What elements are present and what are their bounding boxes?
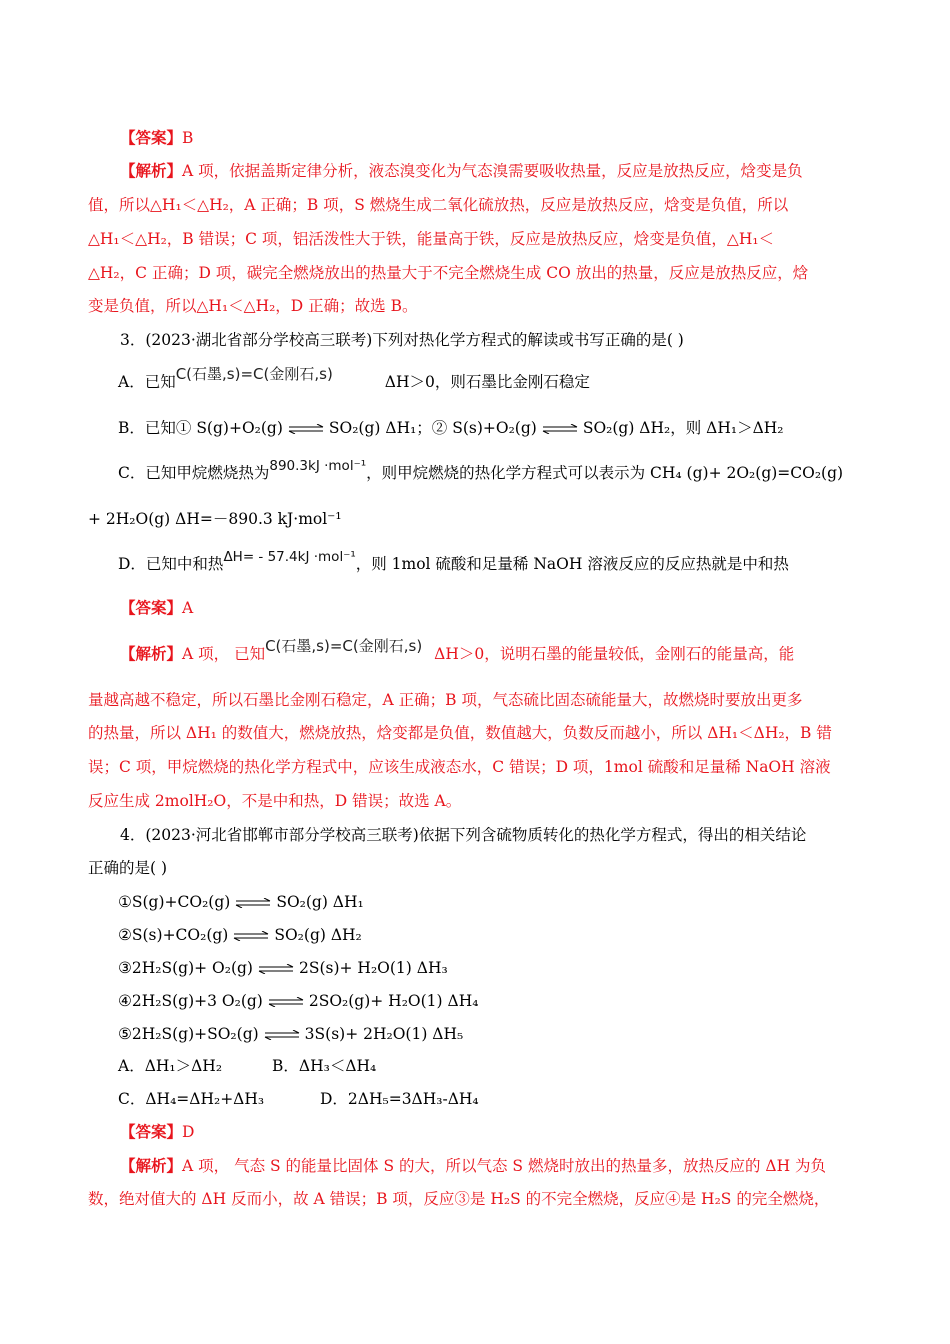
equation-left: ③2H₂S(g)+ O₂(g) [118, 959, 253, 977]
q4-equation-5 [118, 1024, 894, 1044]
q3-analysis-line-4: 误；C 项，甲烷燃烧的热化学方程式中，应该生成液态水，C 错误；D 项，1mol 硫酸和足量稀 NaOH 溶液 [88, 758, 831, 776]
equation-image: C(石墨,s)=C(金刚石,s) [175, 365, 333, 383]
q4-option-a: A．ΔH₁＞ΔH₂ [118, 1057, 223, 1075]
q3-option-c [118, 458, 894, 484]
q4-answer [120, 1122, 896, 1142]
analysis-text: A 项， 气态 S 的能量比固体 S 的大，所以气态 S 燃烧时放出的热量多，放热反应的 ΔH 为负 [182, 1157, 827, 1175]
q4-stem-line-2: 正确的是( ) [88, 859, 168, 877]
option-text: ，则甲烷燃烧的热化学方程式可以表示为 CH₄ (g)+ 2O₂(g)=CO₂(g) [366, 464, 844, 482]
equilibrium-arrow-icon [541, 424, 579, 434]
equilibrium-arrow-icon [257, 964, 295, 974]
equation-right: SO₂(g) ΔH₁ [276, 893, 364, 911]
equation-right: 3S(s)+ 2H₂O(1) ΔH₅ [304, 1025, 464, 1043]
equation-image: C(石墨,s)=C(金刚石,s) [265, 637, 423, 655]
q4-options-cd [118, 1089, 894, 1109]
equilibrium-arrow-icon [234, 898, 272, 908]
equation-right: 2SO₂(g)+ H₂O(1) ΔH₄ [308, 992, 479, 1010]
analysis-text: A 项，依据盖斯定律分析，液态溴变化为气态溴需要吸收热量，反应是放热反应，焓变是负 [182, 162, 803, 180]
q4-analysis-line-2: 数，绝对值大的 ΔH 反而小，故 A 错误；B 项，反应③是 H₂S 的不完全燃烧，反应④是 H₂S 的完全燃烧， [88, 1190, 830, 1208]
equilibrium-arrow-icon [263, 1030, 301, 1040]
q4-analysis-line-1 [120, 1156, 896, 1176]
equilibrium-arrow-icon [287, 424, 325, 434]
option-text: D．已知中和热 [118, 555, 224, 573]
answer-tag: 【答案】 [120, 1122, 183, 1141]
analysis-text: A 项， 已知 [182, 645, 266, 663]
q3-analysis-line-1 [120, 637, 896, 664]
option-text: ΔH＞0，则石墨比金刚石稳定 [384, 373, 590, 391]
q3-option-c-line-2: + 2H₂O(g) ΔH=－890.3 kJ·mol⁻¹ [88, 510, 342, 528]
option-text: SO₂(g) ΔH₁；② S(s)+O₂(g) [328, 419, 537, 437]
q4-equation-1 [118, 892, 894, 912]
q4-option-c: C．ΔH₄=ΔH₂+ΔH₃ [118, 1090, 265, 1108]
option-text: B．已知① S(g)+O₂(g) [118, 419, 283, 437]
equilibrium-arrow-icon [267, 997, 305, 1007]
q3-analysis-line-2: 量越高越不稳定，所以石墨比金刚石稳定，A 正确；B 项，气态硫比固态硫能量大，故燃烧时要放出更多 [88, 691, 803, 709]
q4-option-d: D．2ΔH₅=3ΔH₃-ΔH₄ [320, 1090, 479, 1108]
analysis-tag: 【解析】 [120, 161, 183, 180]
equilibrium-arrow-icon [232, 931, 270, 941]
q2-analysis-line-5: 变是负值，所以△H₁＜△H₂，D 正确；故选 B。 [88, 297, 418, 315]
q3-option-b [118, 418, 894, 438]
equation-image: ΔH= - 57.4kJ ·mol⁻¹ [223, 549, 356, 565]
equation-image: 890.3kJ ·mol⁻¹ [269, 458, 367, 474]
answer-tag: 【答案】 [120, 598, 183, 617]
q3-analysis-line-5: 反应生成 2molH₂O，不是中和热，D 错误；故选 A。 [88, 792, 462, 810]
q4-option-b: B．ΔH₃＜ΔH₄ [272, 1057, 377, 1075]
q2-analysis-line-3: △H₁＜△H₂，B 错误；C 项，铝活泼性大于铁，能量高于铁，反应是放热反应，焓变是负值，△H₁＜ [88, 230, 775, 248]
option-label: A．已知 [118, 373, 176, 391]
equation-right: SO₂(g) ΔH₂ [274, 926, 362, 944]
option-text: C．已知甲烷燃烧热为 [118, 464, 270, 482]
equation-left: ①S(g)+CO₂(g) [118, 893, 231, 911]
q2-analysis-line-2: 值，所以△H₁＜△H₂，A 正确；B 项，S 燃烧生成二氧化硫放热，反应是放热反应，焓变是负值，所以 [88, 196, 789, 214]
option-text: ，则 1mol 硫酸和足量稀 NaOH 溶液反应的反应热就是中和热 [355, 555, 789, 573]
q2-analysis-line-1 [120, 161, 896, 181]
option-text: SO₂(g) ΔH₂，则 ΔH₁＞ΔH₂ [582, 419, 784, 437]
q4-options-ab [118, 1056, 894, 1076]
analysis-text: ΔH＞0，说明石墨的能量较低，金刚石的能量高，能 [434, 645, 795, 663]
q4-equation-2 [118, 925, 894, 945]
q3-stem: 3．(2023·湖北省部分学校高三联考)下列对热化学方程式的解读或书写正确的是( ) [120, 331, 684, 349]
analysis-tag: 【解析】 [120, 1156, 183, 1175]
answer-value: A [182, 599, 194, 617]
q3-analysis-line-3: 的热量，所以 ΔH₁ 的数值大，燃烧放热，焓变都是负值，数值越大，负数反而越小，所以 ΔH₁＜ΔH₂，B 错 [88, 724, 832, 742]
equation-left: ④2H₂S(g)+3 O₂(g) [118, 992, 263, 1010]
answer-value: B [182, 129, 194, 147]
answer-tag: 【答案】 [120, 128, 183, 147]
q4-equation-3 [118, 958, 894, 978]
q4-equation-4 [118, 991, 894, 1011]
q3-option-a [118, 365, 894, 392]
equation-left: ⑤2H₂S(g)+SO₂(g) [118, 1025, 259, 1043]
q2-analysis-line-4: △H₂，C 正确；D 项，碳完全燃烧放出的热量大于不完全燃烧生成 CO 放出的热量，反应是放热反应，焓 [88, 264, 809, 282]
q4-stem-line-1: 4．(2023·河北省邯郸市部分学校高三联考)依据下列含硫物质转化的热化学方程式，得出的相关结论 [120, 826, 807, 844]
q3-option-d [118, 549, 894, 575]
answer-value: D [182, 1123, 195, 1141]
q3-answer [120, 598, 896, 618]
q2-answer [120, 128, 896, 148]
equation-left: ②S(s)+CO₂(g) [118, 926, 229, 944]
analysis-tag: 【解析】 [120, 644, 183, 663]
equation-right: 2S(s)+ H₂O(1) ΔH₃ [298, 959, 448, 977]
